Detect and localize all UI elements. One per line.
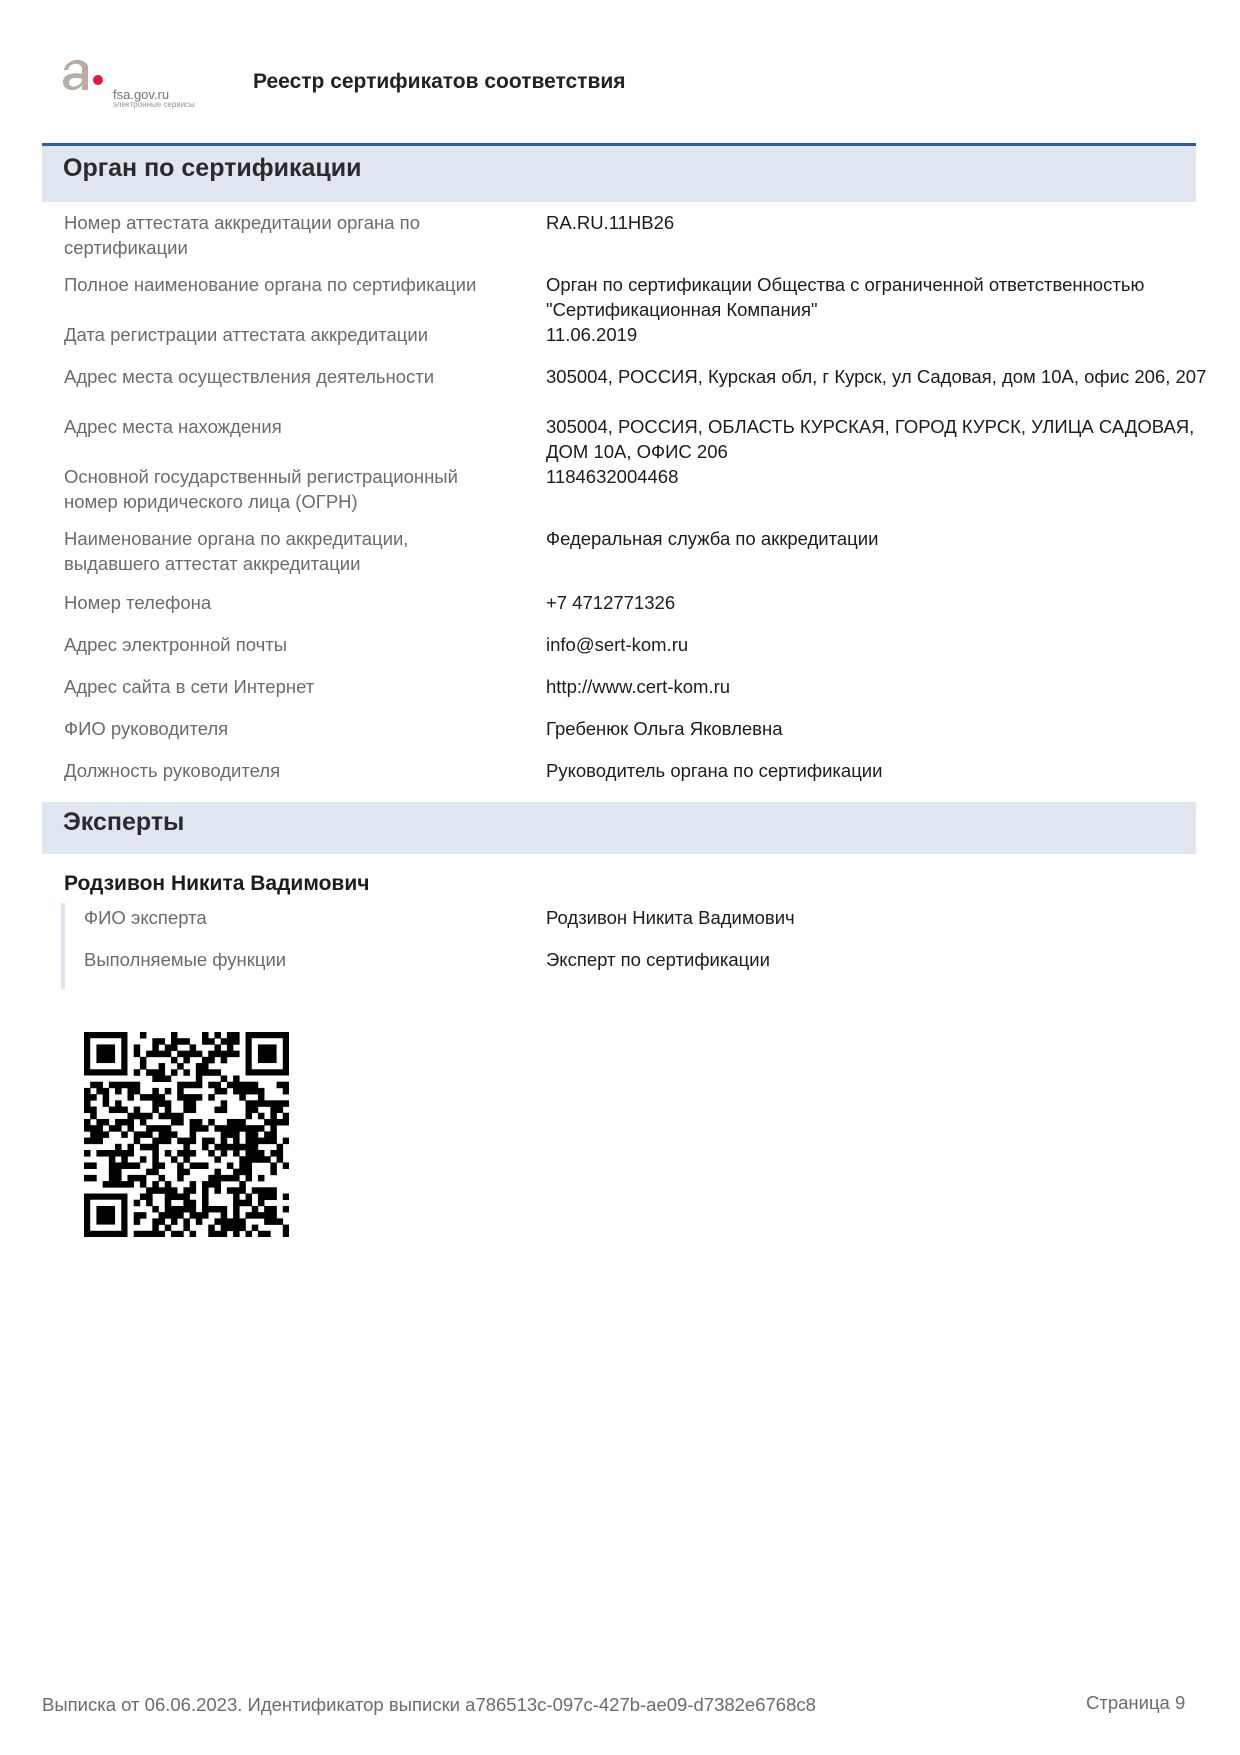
row-label: Основной государственный регистрационный номер юридического лица (ОГРН) (64, 466, 458, 512)
fsa-logo (60, 56, 210, 112)
row-value: 1184632004468 (546, 466, 679, 487)
qr-code-icon (84, 1032, 289, 1237)
row-label: Адрес электронной почты (64, 634, 288, 655)
section-certification-body-header (42, 143, 1196, 202)
row-value: Гребенюк Ольга Яковлевна (546, 718, 783, 739)
logo-domain-text: fsa.gov.ru (113, 87, 170, 102)
footer-extract-id: Выписка от 06.06.2023. Идентификатор выписки a786513c-097c-427b-ae09-d7382e6768c8 (42, 1694, 816, 1715)
row-label: Выполняемые функции (84, 949, 287, 970)
footer-page-number: Страница 9 (1086, 1692, 1186, 1713)
row-label: Наименование органа по аккредитации, выдавшего аттестат аккредитации (64, 528, 409, 574)
row-value: 305004, РОССИЯ, Курская обл, г Курск, ул Садовая, дом 10А, офис 206, 207 (546, 366, 1207, 387)
section-experts-header (42, 802, 1196, 854)
row-value: http://www.cert-kom.ru (546, 676, 731, 697)
row-value: +7 4712771326 (546, 592, 676, 613)
fsa-logo-icon (60, 56, 112, 98)
qr-code (84, 1032, 289, 1237)
section-title: Эксперты (63, 808, 185, 836)
row-value: RA.RU.11НВ26 (546, 212, 675, 233)
logo-subtitle: электронные сервисы (113, 100, 195, 109)
row-label: Адрес места нахождения (64, 416, 282, 437)
row-label: Адрес места осуществления деятельности (64, 366, 435, 387)
row-label: Номер аттестата аккредитации органа по сертификации (64, 212, 420, 258)
row-label: Адрес сайта в сети Интернет (64, 676, 315, 697)
row-value: Эксперт по сертификации (546, 949, 770, 970)
row-value: Руководитель органа по сертификации (546, 760, 883, 781)
expert-block-rule (61, 903, 65, 989)
row-value: info@sert-kom.ru (546, 634, 689, 655)
row-label: ФИО руководителя (64, 718, 229, 739)
row-value: 305004, РОССИЯ, ОБЛАСТЬ КУРСКАЯ, ГОРОД КУРСК, УЛИЦА САДОВАЯ, ДОМ 10А, ОФИС 206 (546, 416, 1195, 462)
row-label: Дата регистрации аттестата аккредитации (64, 324, 429, 345)
row-label: ФИО эксперта (84, 907, 207, 928)
registry-title: Реестр сертификатов соответствия (253, 70, 626, 93)
row-value: Родзивон Никита Вадимович (546, 907, 795, 928)
row-label: Номер телефона (64, 592, 212, 613)
row-label: Должность руководителя (64, 760, 281, 781)
row-label: Полное наименование органа по сертификации (64, 274, 477, 295)
row-value: Орган по сертификации Общества с ограниченной ответственностью "Сертификационная Компания" (546, 274, 1145, 320)
page-header (60, 56, 1190, 112)
row-value: 11.06.2019 (546, 324, 638, 345)
expert-name-heading: Родзивон Никита Вадимович (64, 872, 370, 895)
row-value: Федеральная служба по аккредитации (546, 528, 879, 549)
section-title: Орган по сертификации (63, 154, 362, 182)
